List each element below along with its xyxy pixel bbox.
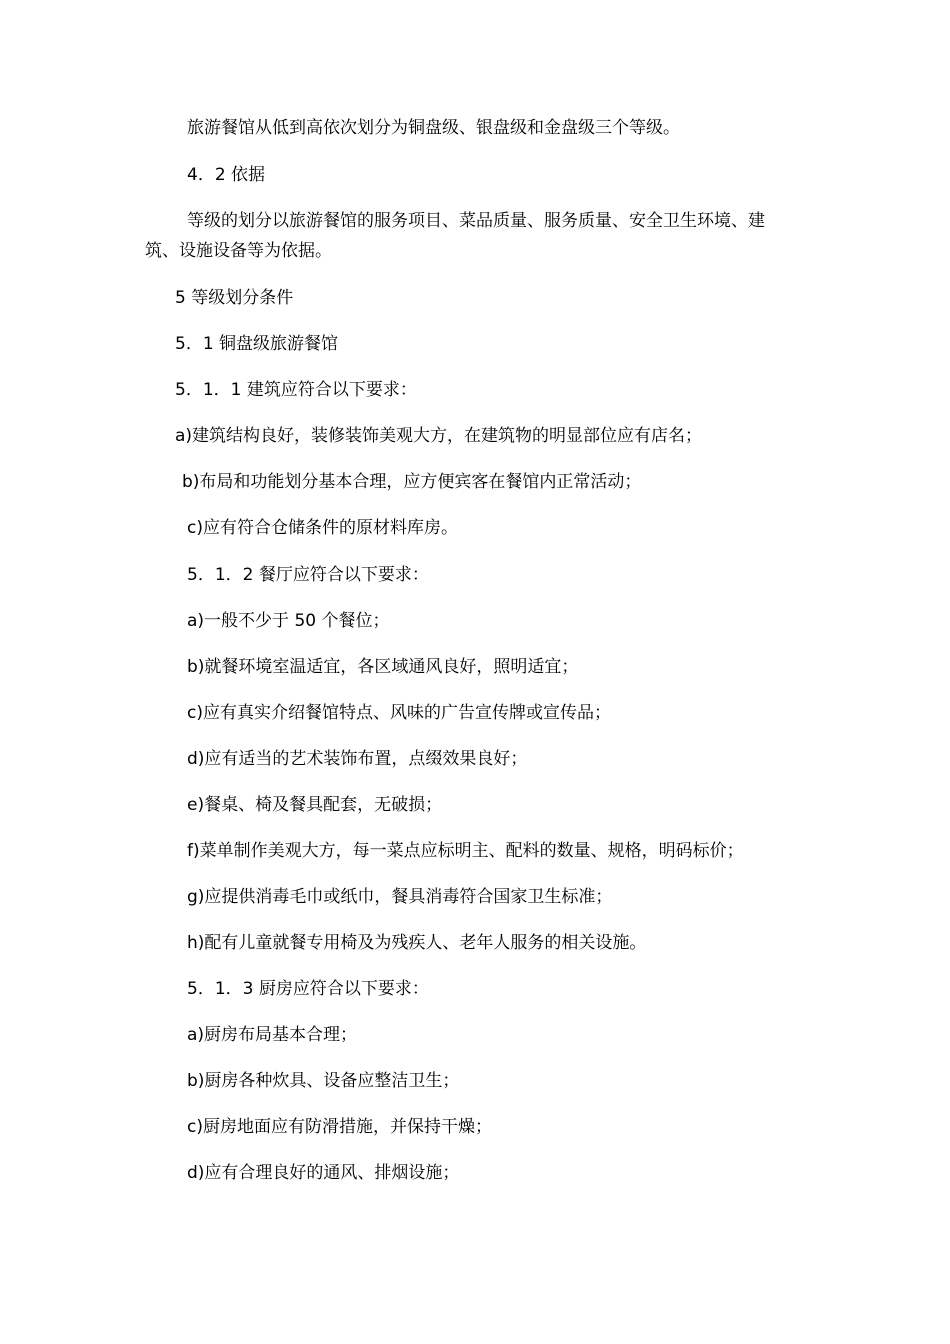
section-heading-5-1-1: 5．1．1 建筑应符合以下要求：	[175, 380, 417, 400]
section-heading-5-1-3: 5．1．3 厨房应符合以下要求：	[187, 979, 429, 999]
section-heading-5: 5 等级划分条件	[175, 288, 294, 308]
list-item-dining-b: b)就餐环境室温适宜，各区域通风良好，照明适宜；	[187, 657, 579, 677]
list-item-kitchen-b: b)厨房各种炊具、设备应整洁卫生；	[187, 1071, 460, 1091]
section-heading-4-2: 4．2 依据	[187, 165, 266, 185]
paragraph-basis-line1: 等级的划分以旅游餐馆的服务项目、菜品质量、服务质量、安全卫生环境、建	[187, 211, 765, 231]
list-item-kitchen-a: a)厨房布局基本合理；	[187, 1025, 358, 1045]
list-item-kitchen-c: c)厨房地面应有防滑措施，并保持干燥；	[187, 1117, 492, 1137]
list-item-dining-f: f)菜单制作美观大方，每一菜点应标明主、配料的数量、规格，明码标价；	[187, 841, 744, 861]
list-item-dining-h: h)配有儿童就餐专用椅及为残疾人、老年人服务的相关设施。	[187, 933, 647, 953]
section-heading-5-1-2: 5．1．2 餐厅应符合以下要求：	[187, 565, 429, 585]
paragraph-basis-line2: 筑、设施设备等为依据。	[145, 241, 332, 261]
section-heading-5-1: 5．1 铜盘级旅游餐馆	[175, 334, 339, 354]
list-item-dining-a: a)一般不少于 50 个餐位；	[187, 611, 390, 631]
list-item-building-c: c)应有符合仓储条件的原材料库房。	[187, 518, 458, 538]
list-item-dining-e: e)餐桌、椅及餐具配套，无破损；	[187, 795, 443, 815]
list-item-building-a: a)建筑结构良好，装修装饰美观大方，在建筑物的明显部位应有店名；	[175, 426, 703, 446]
paragraph-grade-levels: 旅游餐馆从低到高依次划分为铜盘级、银盘级和金盘级三个等级。	[187, 118, 680, 138]
list-item-building-b: b)布局和功能划分基本合理，应方便宾客在餐馆内正常活动；	[182, 472, 642, 492]
list-item-dining-d: d)应有适当的艺术装饰布置，点缀效果良好；	[187, 749, 528, 769]
list-item-dining-c: c)应有真实介绍餐馆特点、风味的广告宣传牌或宣传品；	[187, 703, 611, 723]
list-item-dining-g: g)应提供消毒毛巾或纸巾，餐具消毒符合国家卫生标准；	[187, 887, 613, 907]
list-item-kitchen-d: d)应有合理良好的通风、排烟设施；	[187, 1163, 460, 1183]
